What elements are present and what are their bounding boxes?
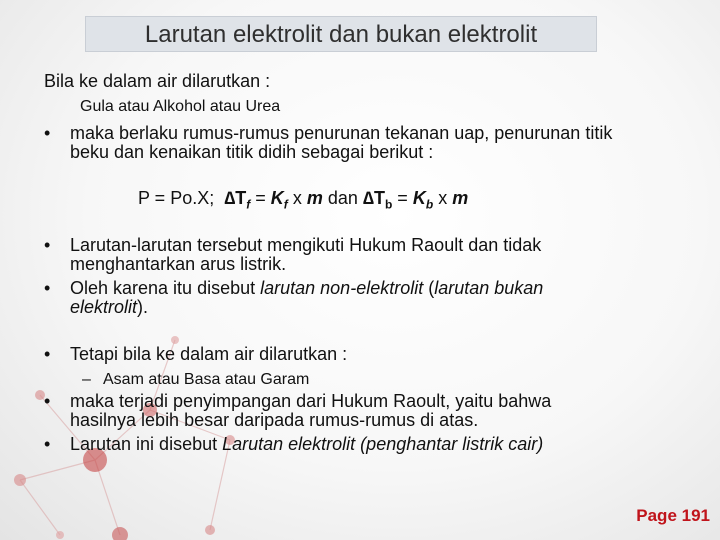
bullet-2-text bbox=[70, 236, 690, 274]
bullet-marker: • bbox=[44, 391, 51, 411]
page-number: Page 191 bbox=[636, 506, 710, 525]
bullet-6-prefix: Larutan ini disebut bbox=[70, 434, 223, 454]
formula-delta-symbol-2: ∆ bbox=[362, 188, 374, 208]
sub-list-item-1: Gula atau Alkohol atau Urea bbox=[80, 98, 281, 115]
formula-sub-b: b bbox=[384, 197, 393, 212]
bullet-6-italic: Larutan elektrolit (penghantar listrik cair) bbox=[222, 434, 544, 454]
bullet-marker: • bbox=[44, 344, 51, 364]
bullet-5-line-1: maka terjadi penyimpangan dari Hukum Raoult, yaitu bahwa bbox=[70, 391, 552, 411]
formula-equals: = bbox=[255, 188, 266, 208]
formula-times: x bbox=[292, 188, 302, 208]
bullet-2-line-1: Larutan-larutan tersebut mengikuti Hukum Raoult dan tidak bbox=[70, 235, 542, 255]
bullet-1-line-1: maka berlaku rumus-rumus penurunan tekanan uap, penurunan titik bbox=[70, 123, 613, 143]
bullet-3-suffix: ). bbox=[137, 297, 149, 317]
formula-K: K bbox=[270, 188, 284, 208]
formula-T: T bbox=[235, 188, 247, 208]
formula-sub-b-2: b bbox=[425, 197, 434, 212]
dash-marker: – bbox=[82, 371, 91, 388]
bullet-3-line-1 bbox=[70, 279, 690, 298]
bullet-marker: • bbox=[44, 278, 51, 298]
formula-sub-f: f bbox=[246, 197, 251, 212]
sub-list-item-2: Asam atau Basa atau Garam bbox=[103, 371, 310, 388]
bullet-3-italic-term: larutan non-elektrolit bbox=[260, 278, 424, 298]
bullet-marker: • bbox=[44, 123, 51, 143]
formula-dan: dan bbox=[327, 188, 358, 208]
bullet-marker: • bbox=[44, 434, 51, 454]
bullet-3-line-2 bbox=[70, 298, 690, 317]
bullet-3-text bbox=[70, 279, 690, 317]
formula-equals-2: = bbox=[397, 188, 408, 208]
bullet-2-line-2: menghantarkan arus listrik. bbox=[70, 254, 287, 274]
bullet-5-text bbox=[70, 392, 690, 430]
formula-m: m bbox=[306, 188, 323, 208]
bullet-6-text bbox=[70, 435, 690, 454]
formula-line bbox=[138, 187, 468, 216]
bullet-marker: • bbox=[44, 235, 51, 255]
bullet-3-open-paren: ( bbox=[423, 278, 435, 298]
formula-times-2: x bbox=[438, 188, 448, 208]
formula-m-2: m bbox=[452, 188, 469, 208]
bullet-3-italic-end: elektrolit bbox=[70, 297, 138, 317]
formula-K-2: K bbox=[412, 188, 426, 208]
title-box bbox=[85, 16, 597, 52]
formula-T-2: T bbox=[373, 188, 385, 208]
bullet-1-text bbox=[70, 124, 690, 162]
bullet-3-italic-alt: larutan bukan bbox=[434, 278, 544, 298]
intro-text: Bila ke dalam air dilarutkan : bbox=[44, 71, 271, 91]
bullet-4-text: Tetapi bila ke dalam air dilarutkan : bbox=[70, 344, 348, 364]
bullet-5-line-2: hasilnya lebih besar daripada rumus-rumus di atas. bbox=[70, 410, 479, 430]
formula-sub-f-2: f bbox=[283, 197, 288, 212]
formula-delta-symbol: ∆ bbox=[224, 188, 236, 208]
bullet-1-line-2: beku dan kenaikan titik didih sebagai berikut : bbox=[70, 142, 434, 162]
bullet-3-prefix: Oleh karena itu disebut bbox=[70, 278, 261, 298]
formula-pressure: P = Po.X; bbox=[138, 188, 215, 208]
slide-title: Larutan elektrolit dan bukan elektrolit bbox=[144, 21, 538, 48]
